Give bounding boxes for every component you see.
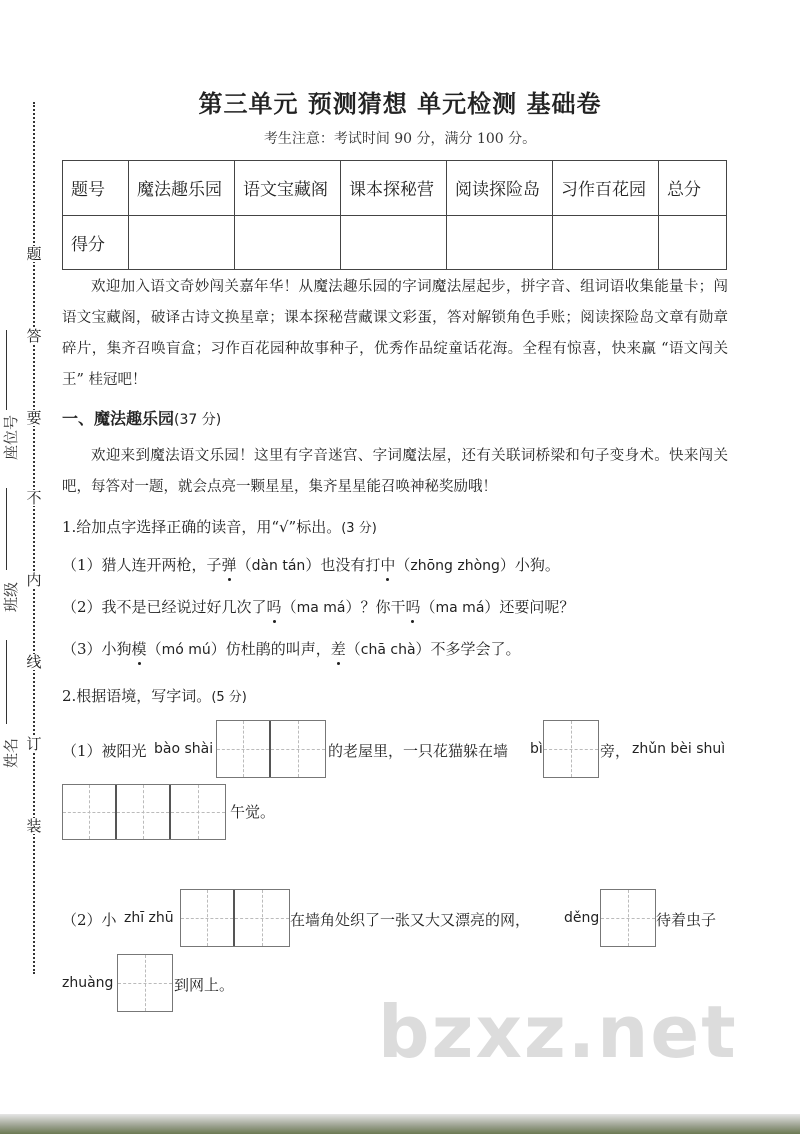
score-table-score-row	[63, 215, 727, 270]
section-points: (37 分)	[174, 412, 222, 428]
sentence-text: 午觉。	[230, 803, 276, 821]
section-intro-paragraph: 欢迎来到魔法语文乐园！这里有字音迷宫、字词魔法屋，还有关联词桥梁和句子变身术。快来闯关吧，每答对一题，就会点亮一颗星星，集齐星星能召唤神秘奖励哦！	[62, 448, 728, 495]
sentence-text: （1）被阳光	[62, 742, 147, 760]
sentence-text: 旁，	[600, 742, 631, 760]
binding-char: 不	[26, 489, 42, 507]
score-table-cell: 阅读探险岛	[447, 161, 553, 216]
section-title	[62, 406, 221, 429]
grid-cell[interactable]	[235, 890, 289, 946]
sentence-text: （1）猎人连开两枪，子	[62, 556, 222, 574]
grid-cell[interactable]	[118, 955, 172, 1011]
writing-grid[interactable]	[117, 954, 173, 1012]
writing-grid[interactable]	[543, 720, 599, 778]
binding-char: 订	[26, 735, 42, 753]
grid-cell[interactable]	[217, 721, 271, 777]
seat-number-blank[interactable]	[6, 330, 7, 410]
exam-title: 第三单元 预测猜想 单元检测 基础卷	[198, 89, 602, 118]
sentence-text: 待着虫子	[656, 911, 717, 929]
binding-dotted-line	[33, 102, 35, 974]
question-1-sentence-2	[62, 596, 574, 617]
pinyin-prompt: děng	[564, 910, 600, 926]
pinyin-prompt: bào shài	[154, 741, 214, 757]
exam-notice: 考生注意：考试时间 90 分，满分 100 分。	[263, 131, 537, 147]
binding-char: 装	[26, 817, 42, 835]
score-table-cell: 课本探秘营	[341, 161, 447, 216]
grid-cell[interactable]	[63, 785, 117, 839]
pinyin-options[interactable]: ma má	[435, 600, 485, 616]
score-row-label: 得分	[63, 215, 129, 270]
sentence-text: 到网上。	[174, 976, 235, 994]
intro-paragraph: 欢迎加入语文奇妙闯关嘉年华！从魔法趣乐园的字词魔法屋起步，拼字音、组词语收集能量卡；闯语文宝藏阁，破译古诗文换星章；课本探秘营藏课文彩蛋，答对解锁角色手账；阅读探险岛文章有勋章碎片，集齐召唤盲盒；习作百花园种故事种子，优秀作品绽童话花海。全程有惊喜，快来赢 “语文闯关王” 桂冠吧！	[62, 279, 728, 388]
question-1-sentence-1	[62, 554, 560, 575]
question-2-stem	[62, 685, 247, 706]
binding-char: 内	[26, 571, 42, 589]
pinyin-prompt: zhǔn bèi shuì	[632, 741, 726, 757]
pinyin-prompt: zhuàng	[62, 975, 114, 991]
score-table-cell: 总分	[659, 161, 727, 216]
class-field-label: 班级	[2, 581, 20, 612]
question-1-sentence-3	[62, 638, 521, 659]
sentence-text: （	[420, 598, 436, 616]
bottom-border-strip	[0, 1114, 800, 1134]
seat-number-field-label: 座位号	[2, 414, 20, 460]
score-input-cell[interactable]	[447, 215, 553, 270]
grid-cell[interactable]	[601, 890, 655, 946]
grid-cell[interactable]	[271, 721, 325, 777]
grid-cell[interactable]	[117, 785, 171, 839]
pinyin-options[interactable]: dàn tán	[251, 558, 306, 574]
sentence-text: ）还要问呢？	[484, 598, 575, 616]
sentence-text: （	[281, 598, 297, 616]
section-title-text: 一、魔法趣乐园	[62, 409, 175, 428]
dotted-char: 差	[330, 640, 346, 658]
sentence-text: （	[236, 556, 252, 574]
pinyin-prompt: zhī zhū	[124, 910, 174, 926]
binding-char: 要	[26, 409, 42, 427]
question-1-stem	[62, 516, 377, 537]
writing-grid[interactable]	[216, 720, 326, 778]
sentence-text: （3）小狗	[62, 640, 132, 658]
sentence-text: （2）小	[62, 911, 117, 929]
sentence-text: （2）我不是已经说过好几次了	[62, 598, 267, 616]
score-input-cell[interactable]	[129, 215, 235, 270]
binding-char: 答	[26, 327, 42, 345]
writing-grid[interactable]	[62, 784, 226, 840]
sentence-text: ）也没有打	[305, 556, 381, 574]
sentence-text: ）小狗。	[499, 556, 560, 574]
score-table-cell: 魔法趣乐园	[129, 161, 235, 216]
pinyin-options[interactable]: zhōng zhòng	[410, 558, 500, 574]
score-input-cell[interactable]	[659, 215, 727, 270]
pinyin-options[interactable]: mó mú	[161, 642, 211, 658]
score-table-cell: 习作百花园	[553, 161, 659, 216]
sentence-text: ）？你干	[345, 598, 406, 616]
sentence-text: （	[345, 640, 361, 658]
grid-cell[interactable]	[544, 721, 598, 777]
grid-cell[interactable]	[181, 890, 235, 946]
pinyin-options[interactable]: ma má	[296, 600, 346, 616]
score-table-cell: 题号	[63, 161, 129, 216]
binding-char: 题	[26, 245, 42, 263]
score-table	[62, 160, 727, 270]
sentence-text: （	[146, 640, 162, 658]
grid-cell[interactable]	[171, 785, 225, 839]
question-points: (3 分)	[341, 521, 377, 536]
dotted-char: 吗	[405, 598, 421, 616]
question-stem-text: 2.根据语境，写字词。	[62, 687, 212, 705]
score-table-cell: 语文宝藏阁	[235, 161, 341, 216]
sentence-text: 的老屋里，一只花猫躲在墙	[328, 742, 509, 760]
writing-grid[interactable]	[600, 889, 656, 947]
question-points: (5 分)	[211, 690, 247, 705]
dotted-char: 中	[380, 556, 396, 574]
score-table-header-row	[63, 161, 727, 216]
name-blank[interactable]	[6, 640, 7, 724]
score-input-cell[interactable]	[553, 215, 659, 270]
sentence-text: （	[395, 556, 411, 574]
name-field-label: 姓名	[2, 737, 20, 768]
dotted-char: 模	[131, 640, 147, 658]
score-input-cell[interactable]	[341, 215, 447, 270]
dotted-char: 弹	[221, 556, 237, 574]
writing-grid[interactable]	[180, 889, 290, 947]
watermark: bzxz.net	[378, 990, 738, 1074]
binding-char: 线	[26, 653, 42, 671]
dotted-char: 吗	[266, 598, 282, 616]
question-stem-text: 1.给加点字选择正确的读音，用“√”标出。	[62, 518, 342, 536]
sentence-text: ）不多学会了。	[415, 640, 521, 658]
pinyin-prompt: bì	[530, 741, 543, 757]
sentence-text: 在墙角处织了一张又大又漂亮的网，	[290, 911, 531, 929]
class-blank[interactable]	[6, 488, 7, 570]
score-input-cell[interactable]	[235, 215, 341, 270]
sentence-text: ）仿杜鹃的叫声，	[210, 640, 331, 658]
pinyin-options[interactable]: chā chà	[360, 642, 416, 658]
